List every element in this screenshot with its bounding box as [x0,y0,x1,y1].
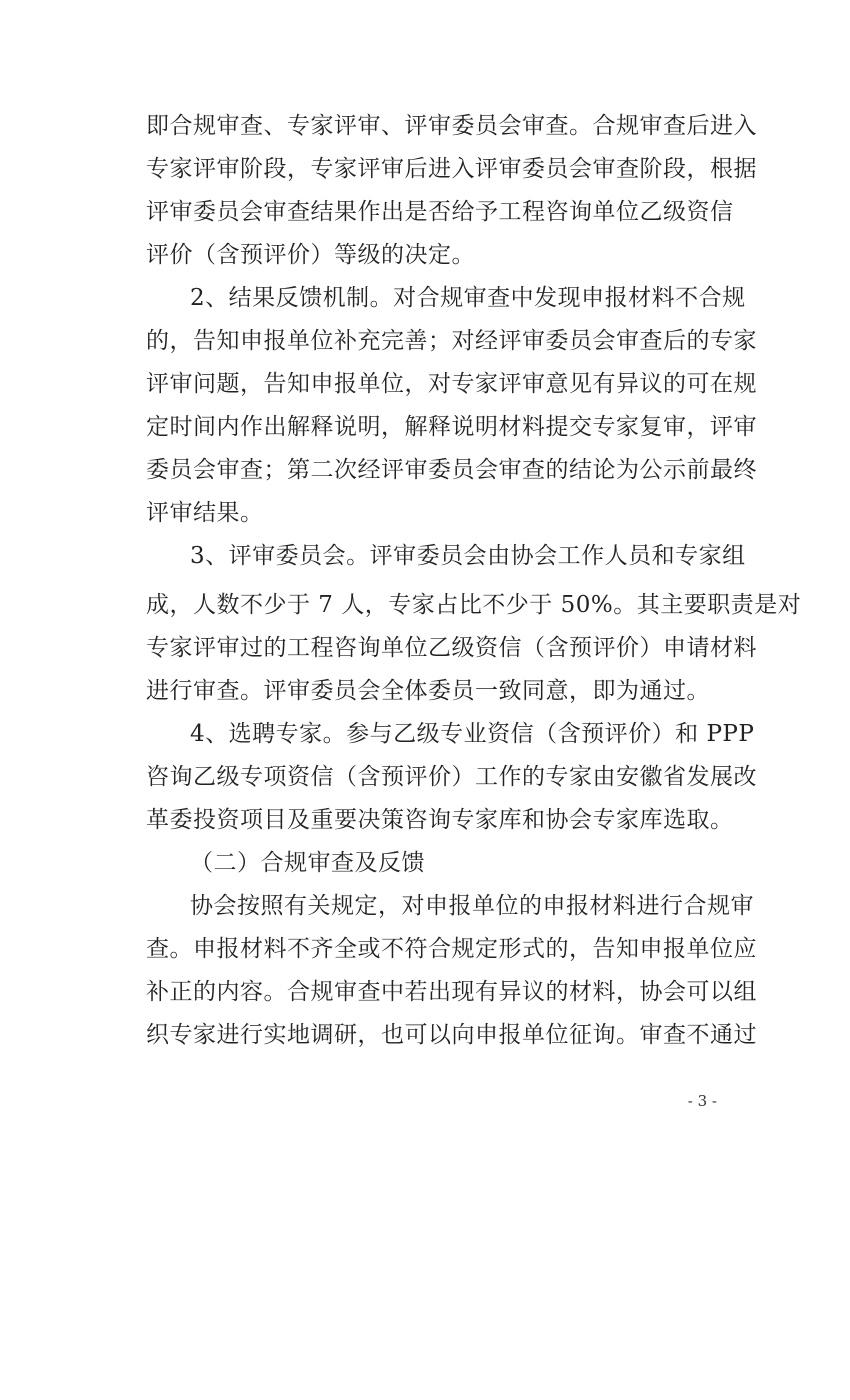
paragraph-line: 评审结果。 [146,500,264,526]
paragraph-line: 查。申报材料不齐全或不符合规定形式的，告知申报单位应 [146,936,757,962]
paragraph-line: 评审委员会审查结果作出是否给予工程咨询单位乙级资信 [146,199,734,225]
paragraph-line: 咨询乙级专项资信（含预评价）工作的专家由安徽省发展改 [146,764,757,790]
page-number: - 3 - [687,1092,717,1110]
paragraph-line: 定时间内作出解释说明，解释说明材料提交专家复审，评审 [146,414,757,440]
paragraph-line: 专家评审过的工程咨询单位乙级资信（含预评价）申请材料 [146,635,757,661]
paragraph-line: 进行审查。评审委员会全体委员一致同意，即为通过。 [146,678,710,704]
paragraph-line: 成，人数不少于 7 人，专家占比不少于 50%。其主要职责是对 [146,592,802,618]
paragraph-line: 织专家进行实地调研，也可以向申报单位征询。审查不通过 [146,1022,757,1048]
paragraph-line: 评审问题，告知申报单位，对专家评审意见有异议的可在规 [146,371,757,397]
paragraph-line: 的，告知申报单位补充完善；对经评审委员会审查后的专家 [146,328,757,354]
paragraph-line: 协会按照有关规定，对申报单位的申报材料进行合规审 [190,893,754,919]
paragraph-line: 4、选聘专家。参与乙级专业资信（含预评价）和 PPP [190,721,755,747]
paragraph-line: 3、评审委员会。评审委员会由协会工作人员和专家组 [190,543,746,569]
section-heading: （二）合规审查及反馈 [190,850,425,876]
paragraph-line: 补正的内容。合规审查中若出现有异议的材料，协会可以组 [146,979,757,1005]
paragraph-line: 评价（含预评价）等级的决定。 [146,242,475,268]
paragraph-line: 专家评审阶段，专家评审后进入评审委员会审查阶段，根据 [146,156,757,182]
paragraph-line: 革委投资项目及重要决策咨询专家库和协会专家库选取。 [146,807,734,833]
paragraph-line: 2、结果反馈机制。对合规审查中发现申报材料不合规 [190,285,746,311]
paragraph-line: 委员会审查；第二次经评审委员会审查的结论为公示前最终 [146,457,757,483]
paragraph-line: 即合规审查、专家评审、评审委员会审查。合规审查后进入 [146,113,757,139]
